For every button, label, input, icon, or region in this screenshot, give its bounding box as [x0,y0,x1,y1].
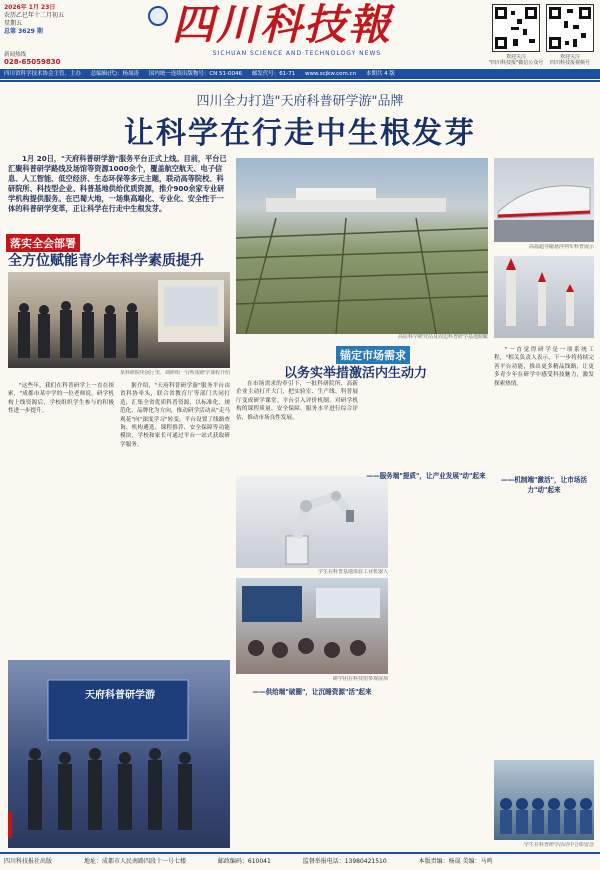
right-body-col2 [494,496,594,754]
middle-subhead-2: ——供给端"破圈"，让沉睡资源"活"起来 [252,688,372,696]
header-divider [0,80,600,82]
video-qr-code-icon[interactable] [546,4,594,52]
train-caption: 高温超导磁悬浮列车科普展示 [528,244,594,250]
middle-body-col2 [364,380,488,468]
section-tag-left: 落实全会部署 [6,234,80,252]
expo-photo [236,578,388,674]
right-subhead: ——机制端"激活"，让市场活力"动"起来 [501,476,587,494]
date-block [4,4,74,36]
masthead-english: SICHUAN SCIENCE AND TECHNOLOGY NEWS [212,50,382,57]
middle-subhead-1: ——服务端"提质"，让产业发展"动"起来 [366,472,486,480]
publication-info-bar [0,69,600,79]
left-photo-caption: 某科研院所展厅里，调研组一行听取研学课程介绍 [119,370,230,376]
aerial-photo [236,158,488,334]
footer-address: 地址：成都市人民南路四段十一号七楼 [83,858,186,865]
qr2-caption [542,54,598,66]
info-page-count: 本期共 4 版 [365,71,395,77]
masthead-title: 四川科技報 [172,2,393,48]
middle-body-col5 [392,610,488,848]
left-event-photo [8,272,230,368]
hotline-label: 新闻热线 [4,52,27,58]
page-headline: 让科学在行走中生根发芽 [124,116,476,151]
info-editor: 总编辑(代)：杨晟涛 [90,71,140,77]
left-body-col1: "这些年，我们在科普研学上一直在探索，"成都市某中学的一位老师说。研学机构上线资源后，学校组织学生参与的积极性进一步提升。 [8,383,114,415]
middle-body-col3 [392,482,488,602]
issue-number: 总第 3629 期 [4,28,43,35]
group-caption: 学生在科普研学活动中合影留念 [523,842,594,848]
expo-caption: 研学团在科技馆参观展项 [332,676,388,682]
footer-postcode: 邮政编码：610041 [217,858,271,865]
hotline-number: 028-65059830 [4,58,61,66]
lunar-line: 农历乙巳年十二月初五 [4,12,65,19]
date-line: 2026年 1月 23日 [4,4,56,11]
info-cn-number: 国内统一连续出版物号：CN 51-0046 [148,71,242,77]
footer-publisher: 四川科技报社出版 [4,858,53,865]
section-subtitle-middle: 以务实举措激活内生动力 [284,366,428,381]
footer-editors: 本版责编：杨晟 美编：马鸣 [418,858,493,865]
page-footer [0,852,600,870]
lead-paragraph: 1月 20日，"天府科普研学游"服务平台正式上线。目前，平台已汇聚科普研学路线及场馆等资源1000余个，覆盖航空航天、电子信息、人工智能、低空经济、生态环保等多元主题，联动高等院校、科研院所、科技型企业、科普基地供给优质资源，推介900余家专业研学机构提供服务。在巴蜀大地，一场集高端化、专业化、安全性于一体的科普研学变革，正让科学在行走中生根发芽。 [8,154,227,213]
footer-complaint-phone: 监督举报电话：13980421510 [302,858,387,865]
hotline-block [4,50,74,66]
qr1-caption-a: 欢迎关注 [505,54,526,60]
aerial-caption: 高原科学研究站及周边科普研学基地俯瞰 [397,334,488,340]
qr1-caption [488,54,544,66]
group-photo [494,760,594,840]
section-subtitle-left: 全方位赋能青少年科学素质提升 [8,253,204,269]
section-tag-middle: 锚定市场需求 [336,346,410,364]
qr2-caption-b: 四川科技报视频号 [549,60,590,66]
strip-accent-bar [8,812,12,838]
bottom-strip-banner: 天府科普研学游 [85,690,155,701]
robot-caption: 学生在科普基地体验工业机器人 [317,569,388,575]
info-postal-code: 邮发代号：61-71 [251,71,296,77]
masthead-emblem-icon [148,6,168,26]
weekday: 星期五 [4,20,23,27]
qr1-caption-b: "四川科技报"微信公众号 [488,60,544,66]
kicker: 四川全力打造"天府科普研学游"品牌 [196,94,404,109]
robot-photo [236,476,388,568]
qr2-caption-a: 欢迎关注 [559,54,580,60]
info-website-link[interactable]: www.scjkw.com.cn [304,71,357,77]
middle-body-col4 [236,700,388,848]
train-photo [494,158,594,242]
rocket-photo [494,256,594,338]
info-sponsor: 四川省科学技术协会主管、主办 [4,71,82,77]
left-body-col2: 据介绍，"天府科普研学游"服务平台由省科协牵头，联合省教育厅等部门共同打造，汇集全省优质科普资源，以标准化、规范化、品牌化为方向，推动研学活动从"走马观花"向"深度学习"转变。平台设置了线路查询、机构遴选、课程推荐、安全保障等功能模块，学校和家长可通过平台一站式获取研学服务。 [120,383,230,448]
middle-body-col1: 在市场需求的牵引下，一批科研院所、高新企业主动打开大门，把实验室、生产线、科普展厅变成研学课堂。平台引入评价机制，对研学机构的课程质量、安全保障、服务水平进行综合评估，推动市场良性发展。 [236,381,358,421]
right-body-col1: "一直觉得研学是一项系统工程，"相关负责人表示，下一步将持续完善平台功能，推出更多精品线路，让更多青少年在研学中感受科技魅力，激发探索热情。 [494,347,594,387]
wechat-qr-code-icon[interactable] [492,4,540,52]
